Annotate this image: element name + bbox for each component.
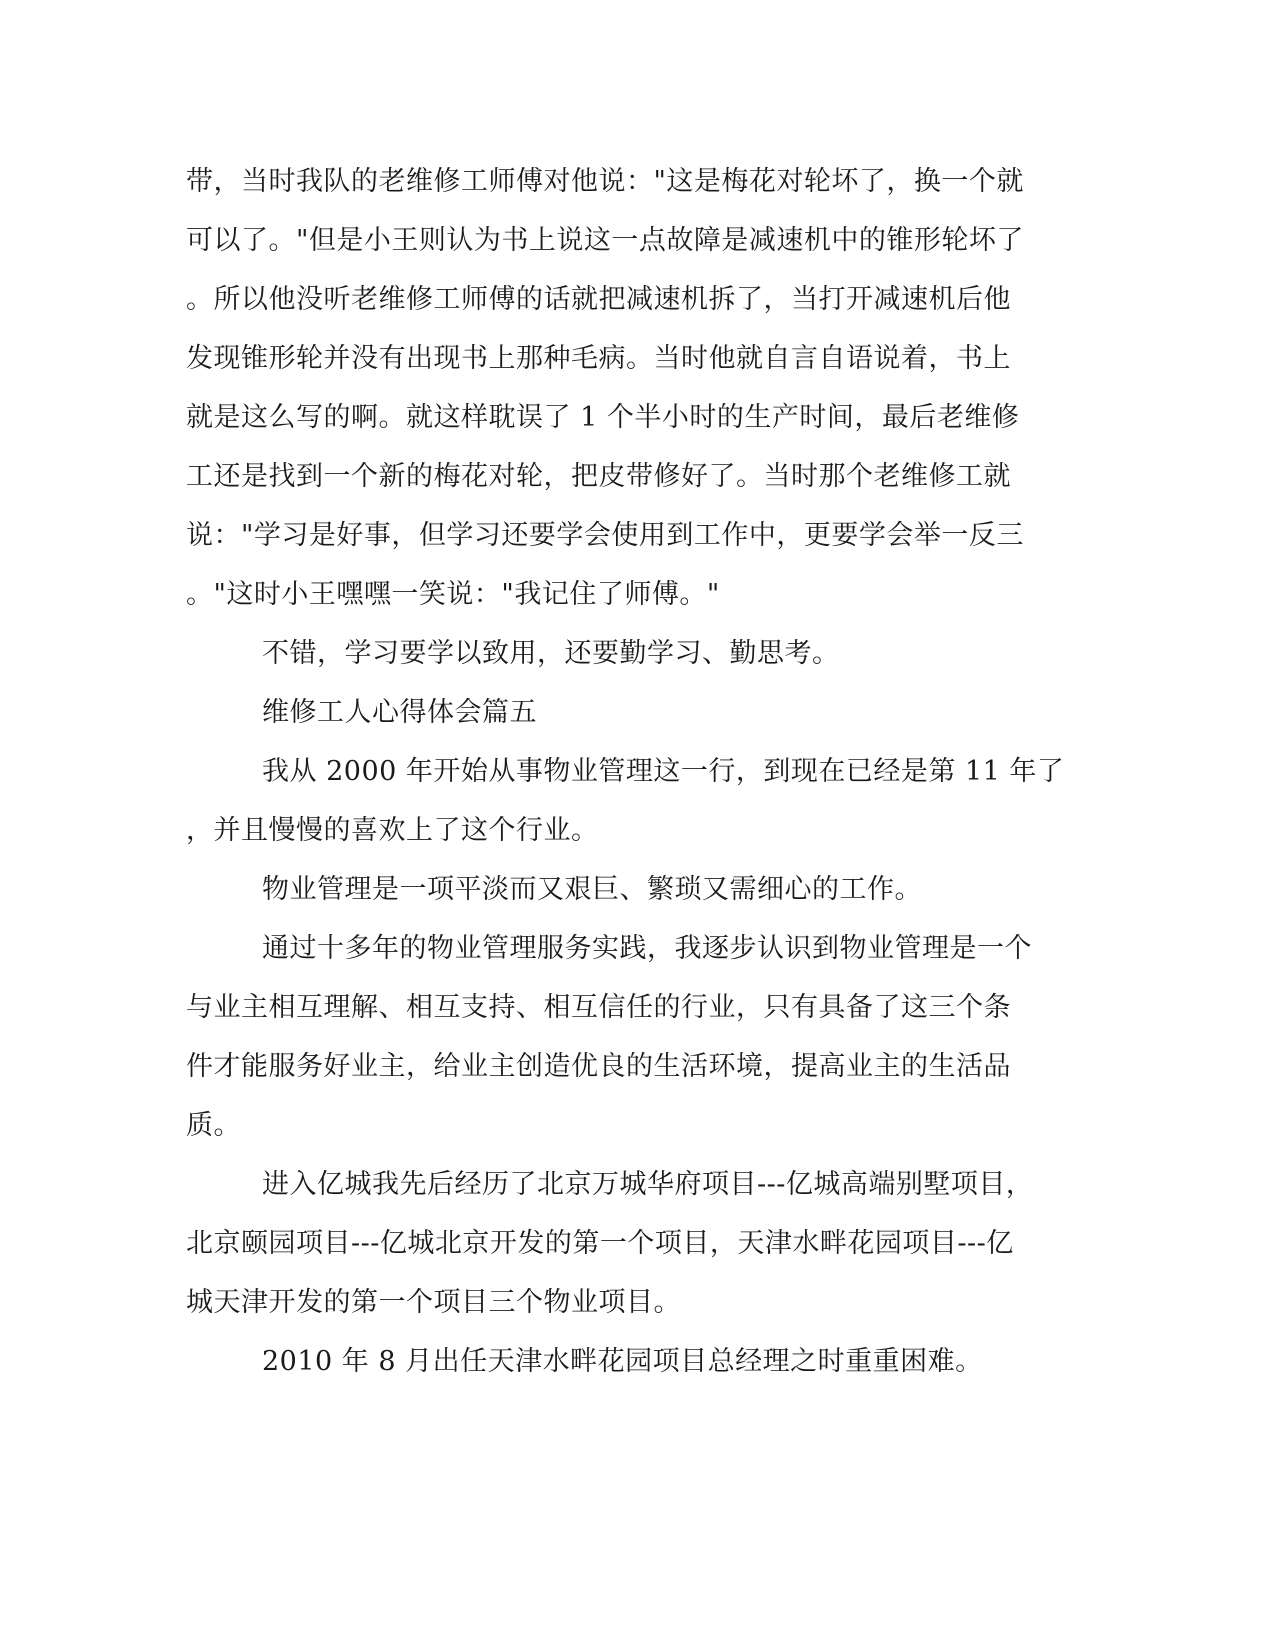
text-line: 通过十多年的物业管理服务实践，我逐步认识到物业管理是一个: [262, 933, 1032, 964]
text-line: 。"这时小王嘿嘿一笑说："我记住了师傅。": [186, 579, 720, 610]
section-heading: 维修工人心得体会篇五: [262, 697, 537, 728]
text-line: 北京颐园项目---亿城北京开发的第一个项目，天津水畔花园项目---亿: [186, 1228, 1014, 1259]
text-line: 工还是找到一个新的梅花对轮，把皮带修好了。当时那个老维修工就: [186, 461, 1011, 492]
text-line: 带，当时我队的老维修工师傅对他说："这是梅花对轮坏了，换一个就: [186, 166, 1024, 197]
text-line: 质。: [186, 1110, 241, 1141]
text-line: 不错，学习要学以致用，还要勤学习、勤思考。: [262, 638, 840, 669]
text-line: 。所以他没听老维修工师傅的话就把减速机拆了，当打开减速机后他: [186, 284, 1011, 315]
text-line: 与业主相互理解、相互支持、相互信任的行业，只有具备了这三个条: [186, 992, 1011, 1023]
text-line: 就是这么写的啊。就这样耽误了 1 个半小时的生产时间，最后老维修: [186, 402, 1020, 433]
text-line: 说："学习是好事，但学习还要学会使用到工作中，更要学会举一反三: [186, 520, 1024, 551]
text-line: 2010 年 8 月出任天津水畔花园项目总经理之时重重困难。: [262, 1346, 983, 1377]
text-line: 我从 2000 年开始从事物业管理这一行，到现在已经是第 11 年了: [262, 756, 1065, 787]
text-line: 发现锥形轮并没有出现书上那种毛病。当时他就自言自语说着，书上: [186, 343, 1011, 374]
text-line: 城天津开发的第一个项目三个物业项目。: [186, 1287, 681, 1318]
text-line: 件才能服务好业主，给业主创造优良的生活环境，提高业主的生活品: [186, 1051, 1011, 1082]
text-line: 进入亿城我先后经历了北京万城华府项目---亿城高端别墅项目，: [262, 1169, 1034, 1200]
text-line: ，并且慢慢的喜欢上了这个行业。: [186, 815, 599, 846]
text-line: 可以了。"但是小王则认为书上说这一点故障是减速机中的锥形轮坏了: [186, 225, 1024, 256]
text-line: 物业管理是一项平淡而又艰巨、繁琐又需细心的工作。: [262, 874, 922, 905]
